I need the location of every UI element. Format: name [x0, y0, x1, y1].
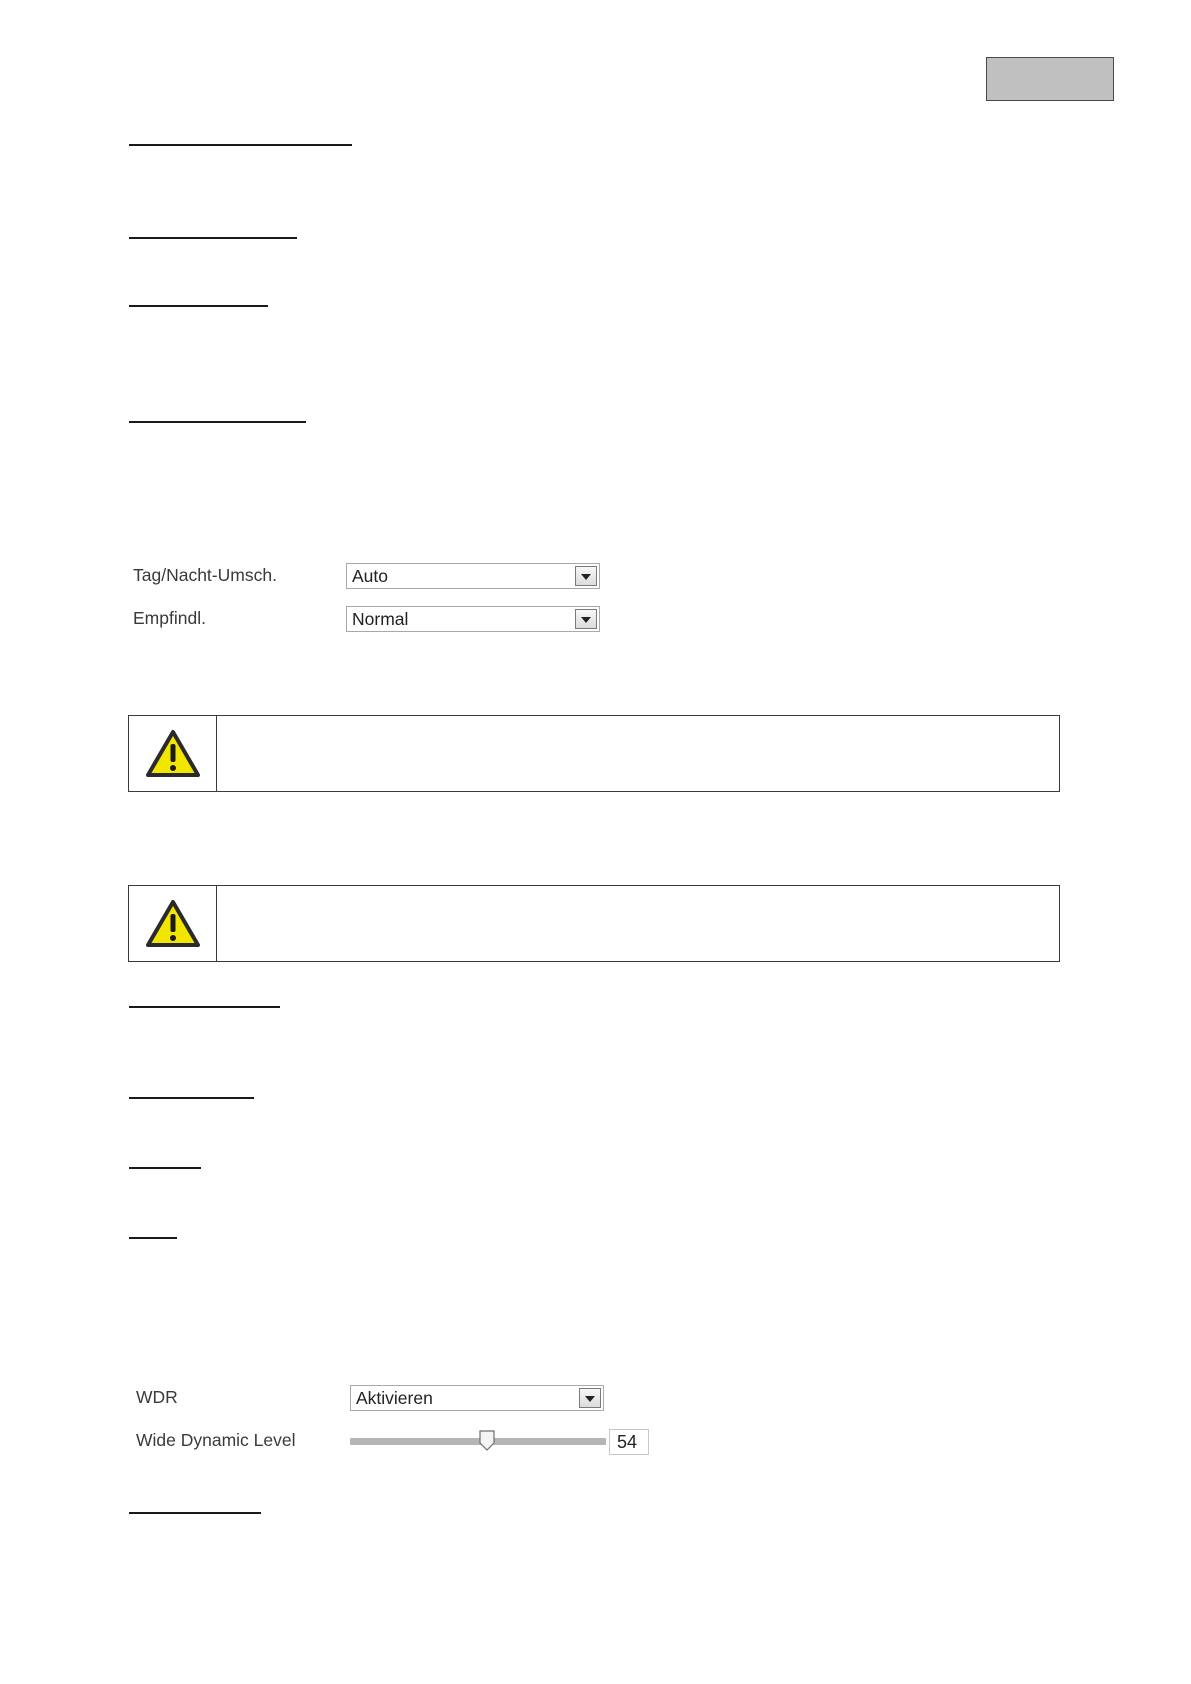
heading-rule-6: [129, 1097, 254, 1099]
chevron-down-icon[interactable]: [575, 566, 597, 586]
wdr-label: WDR: [136, 1387, 178, 1407]
heading-rule-5: [129, 1006, 280, 1008]
day-night-value: Auto: [352, 565, 388, 586]
sensitivity-label: Empfindl.: [133, 608, 206, 628]
warning-text-2: [217, 886, 1059, 961]
day-night-label: Tag/Nacht-Umsch.: [133, 565, 277, 585]
chapter-tab-marker: [986, 57, 1114, 101]
wide-dynamic-level-slider[interactable]: [350, 1438, 606, 1445]
sensitivity-select[interactable]: [346, 606, 600, 632]
heading-rule-1: [129, 144, 352, 146]
heading-rule-7: [129, 1167, 201, 1169]
heading-rule-3: [129, 305, 268, 307]
warning-note-1: [128, 715, 1060, 792]
heading-rule-2: [129, 237, 297, 239]
chevron-down-icon[interactable]: [579, 1388, 601, 1408]
warning-text-1: [217, 716, 1059, 791]
sensitivity-value: Normal: [352, 608, 409, 629]
wdr-value: Aktivieren: [356, 1387, 433, 1408]
wide-dynamic-level-label: Wide Dynamic Level: [136, 1430, 296, 1450]
heading-rule-4: [129, 421, 306, 423]
heading-rule-8: [129, 1237, 177, 1239]
wide-dynamic-level-value[interactable]: 54: [609, 1429, 649, 1455]
warning-triangle-icon: [145, 729, 201, 779]
warning-triangle-icon: [145, 899, 201, 949]
wdr-select[interactable]: [350, 1385, 604, 1411]
day-night-select[interactable]: [346, 563, 600, 589]
chevron-down-icon[interactable]: [575, 609, 597, 629]
heading-rule-9: [129, 1512, 261, 1514]
slider-thumb[interactable]: [479, 1430, 495, 1451]
warning-note-2: [128, 885, 1060, 962]
